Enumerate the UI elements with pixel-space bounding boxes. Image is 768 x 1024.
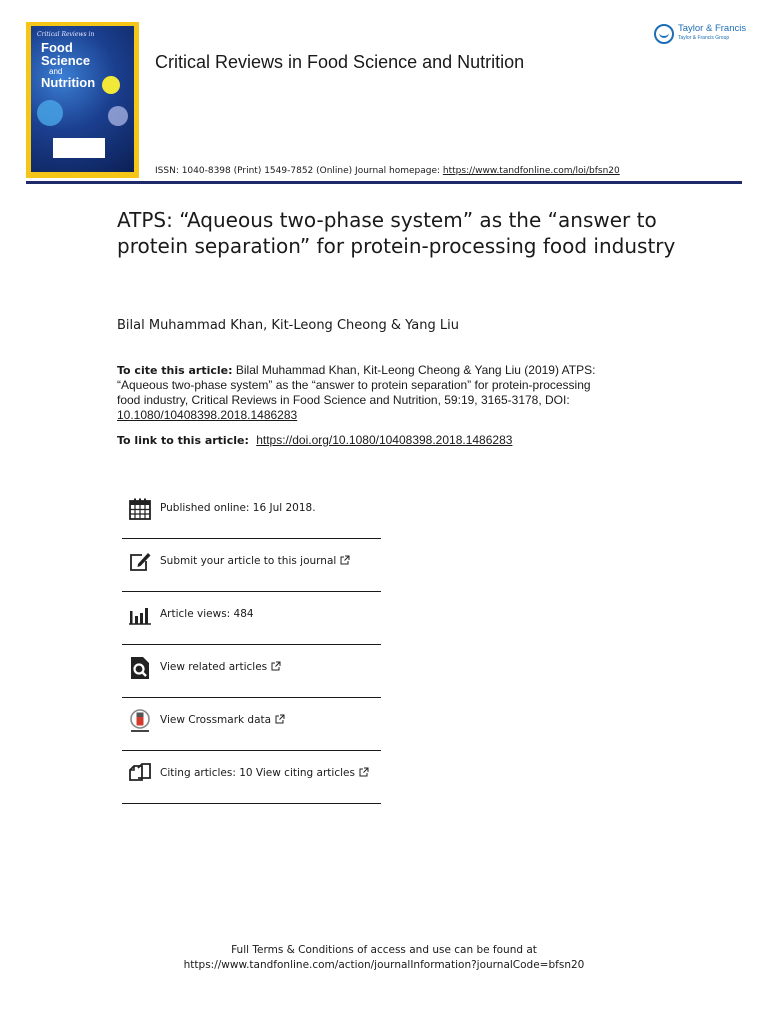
bar-chart-icon (128, 603, 152, 627)
cover-artwork (31, 26, 134, 172)
article-views-row (122, 592, 381, 645)
external-link-icon (275, 714, 285, 724)
journal-cover-image (26, 22, 139, 178)
related-articles-link[interactable]: View related articles (160, 661, 281, 673)
external-link-icon (359, 767, 369, 777)
published-online-text: Published online: 16 Jul 2018. (160, 502, 316, 514)
calendar-icon (128, 497, 152, 521)
cover-decoration (37, 100, 63, 126)
crossmark-link[interactable]: View Crossmark data (160, 714, 285, 726)
doi-link[interactable]: 10.1080/10408398.2018.1486283 (117, 408, 298, 422)
cover-decoration (102, 76, 120, 94)
external-link-icon (340, 555, 350, 565)
article-views-text: Article views: 484 (160, 608, 254, 620)
published-online-row (122, 486, 381, 539)
cover-label-box (53, 138, 105, 158)
cite-text: Bilal Muhammad Khan, Kit-Leong Cheong & Yang Liu (2019) ATPS: “Aqueous two-phase system” as the “answer to protein separation” for protein-processing food industry, Critical Reviews in Food Science and Nutrition, 59:19, 3165-3178, DOI: (117, 363, 596, 407)
publisher-logo[interactable] (654, 22, 746, 46)
article-link-line (117, 433, 512, 447)
journal-homepage-link[interactable]: https://www.tandfonline.com/loi/bfsn20 (442, 166, 620, 176)
publisher-name: Taylor & Francis (678, 23, 747, 34)
submit-article-row[interactable] (122, 539, 381, 592)
publisher-logo-icon (654, 24, 674, 44)
citing-articles-row[interactable] (122, 751, 381, 804)
article-authors: Bilal Muhammad Khan, Kit-Leong Cheong & Yang Liu (117, 318, 459, 333)
citing-articles-icon (128, 762, 152, 786)
crossmark-icon (128, 709, 152, 733)
terms-footer (0, 943, 768, 973)
cover-subtitle: Critical Reviews in (37, 31, 95, 38)
article-title: ATPS: “Aqueous two-phase system” as the “answer to protein separation” for protein-processing food industry (117, 208, 676, 258)
citing-articles-link[interactable]: Citing articles: 10 View citing articles (160, 767, 369, 779)
link-label: To link to this article: (117, 434, 249, 447)
issn-line: ISSN: 1040-8398 (Print) 1549-7852 (Online) Journal homepage: https://www.tandfonline.com/loi/bfsn20 (155, 166, 620, 176)
submit-article-link[interactable]: Submit your article to this journal (160, 555, 350, 567)
external-link-icon (271, 661, 281, 671)
header-divider (26, 181, 742, 184)
terms-line: Full Terms & Conditions of access and use can be found at (231, 944, 537, 956)
crossmark-row[interactable] (122, 698, 381, 751)
search-document-icon (128, 656, 152, 680)
journal-title: Critical Reviews in Food Science and Nutrition (155, 52, 525, 72)
publisher-group: Taylor & Francis Group (678, 35, 730, 41)
related-articles-row[interactable] (122, 645, 381, 698)
cover-title: Food Science and Nutrition (41, 40, 96, 90)
citation-block (117, 363, 612, 423)
article-doi-url[interactable]: https://doi.org/10.1080/10408398.2018.1486283 (256, 433, 513, 447)
terms-url[interactable]: https://www.tandfonline.com/action/journalInformation?journalCode=bfsn20 (183, 959, 585, 971)
cover-decoration (108, 106, 128, 126)
edit-icon (128, 550, 152, 574)
article-info-list (122, 486, 381, 804)
cite-label: To cite this article: (117, 364, 233, 377)
